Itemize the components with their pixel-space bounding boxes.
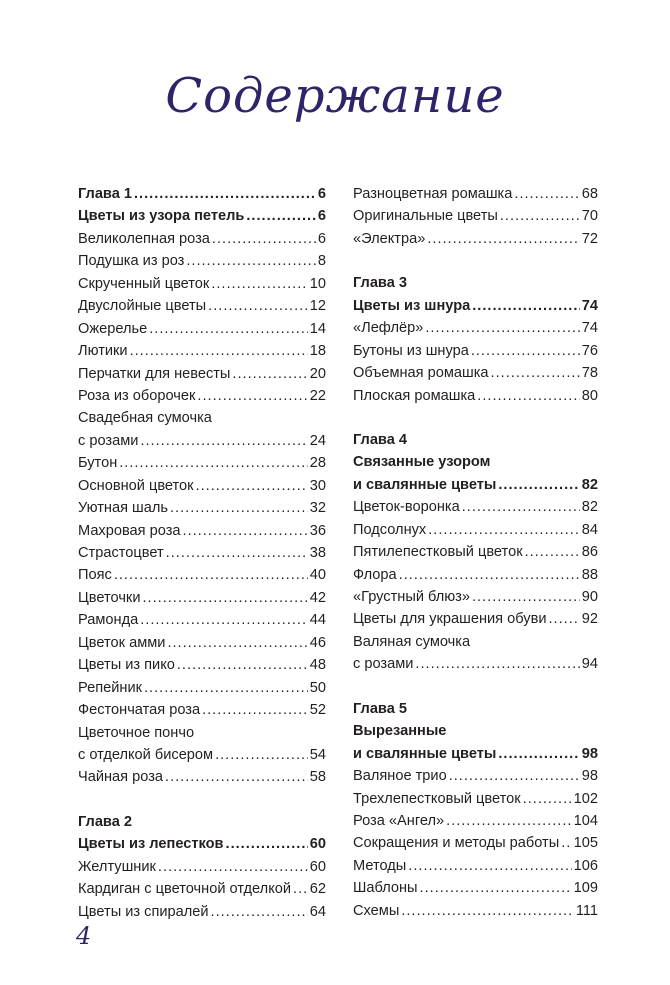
toc-entry-title: Глава 1 [78, 186, 132, 202]
toc-entry[interactable] [353, 474, 598, 496]
toc-entry-title: Цветы из пико [78, 657, 175, 674]
toc-entry-page: 6 [317, 186, 326, 202]
toc-entry-page: 14 [309, 320, 326, 337]
toc-entry-title: Уютная шаль [78, 500, 168, 517]
toc-entry-title: Цветы из спиралей [78, 903, 209, 920]
toc-right-column [353, 183, 598, 922]
toc-entry-title: Цветы из узора петель [78, 208, 245, 225]
toc-entry-title: Роза из оборочек [78, 387, 196, 404]
toc-entry-page: 28 [309, 455, 326, 472]
toc-entry-title: Фестончатая роза [78, 702, 201, 719]
toc-entry-title: Цветы из лепестков [78, 836, 224, 853]
toc-entry-page: 22 [309, 387, 326, 404]
toc-entry[interactable] [78, 497, 326, 519]
toc-entry-title: Пояс [78, 567, 112, 584]
toc-entry-page: 6 [317, 208, 326, 225]
toc-entry-title: Цветок-воронка [353, 499, 460, 516]
toc-entry-page: 105 [573, 835, 598, 852]
toc-entry[interactable] [353, 810, 598, 832]
toc-chapter-heading[interactable] [353, 429, 598, 451]
toc-entry-title: Методы [353, 857, 407, 874]
toc-entry-title: Подушка из роз [78, 253, 185, 270]
toc-entry-title: с отделкой бисером [78, 746, 214, 763]
toc-entry-page: 48 [309, 657, 326, 674]
dot-leader [130, 340, 308, 362]
toc-entry-title: с розами [78, 432, 139, 449]
toc-entry-title: Основной цветок [78, 477, 194, 494]
dot-leader [477, 385, 579, 407]
toc-entry-page: 44 [309, 612, 326, 629]
toc-entry-page: 78 [581, 365, 598, 382]
toc-entry-title: Бутоны из шнура [353, 342, 469, 359]
toc-entry[interactable] [353, 608, 598, 630]
dot-leader [246, 205, 316, 227]
dot-leader [170, 497, 308, 519]
toc-entry-page: 82 [581, 476, 598, 493]
dot-leader [425, 317, 579, 339]
dot-leader [449, 765, 580, 787]
dot-leader [472, 586, 580, 608]
toc-entry[interactable] [78, 520, 326, 542]
toc-entry[interactable] [353, 720, 598, 742]
dot-leader [514, 183, 579, 205]
toc-entry[interactable] [353, 855, 598, 877]
toc-entry-page: 58 [309, 769, 326, 786]
toc-entry-page: 82 [581, 499, 598, 516]
toc-entry-title: Трехлепестковый цветок [353, 790, 521, 807]
toc-entry[interactable] [353, 564, 598, 586]
dot-leader [211, 273, 307, 295]
toc-entry-page: 80 [581, 387, 598, 404]
toc-entry-title: «Лефлёр» [353, 320, 424, 337]
toc-entry[interactable] [78, 542, 326, 564]
toc-entry-page: 62 [309, 881, 326, 898]
toc-entry-page: 98 [581, 768, 598, 785]
toc-entry-page: 46 [309, 634, 326, 651]
dot-leader [134, 183, 316, 205]
dot-leader [144, 677, 308, 699]
dot-leader [462, 496, 580, 518]
toc-entry-page: 74 [581, 320, 598, 337]
toc-entry-page: 106 [573, 857, 598, 874]
toc-entry[interactable] [78, 632, 326, 654]
toc-entry-page: 24 [309, 432, 326, 449]
dot-leader [420, 877, 572, 899]
toc-entry-page: 36 [309, 522, 326, 539]
toc-entry-title: и свалянные цветы [353, 476, 497, 493]
toc-entry-page: 60 [309, 836, 326, 853]
toc-entry[interactable] [78, 833, 326, 855]
toc-entry-title: Скрученный цветок [78, 275, 210, 292]
dot-leader [215, 744, 308, 766]
toc-entry[interactable] [78, 878, 326, 900]
toc-entry-page: 88 [581, 566, 598, 583]
toc-spacer [353, 407, 598, 429]
dot-leader [202, 699, 308, 721]
toc-entry[interactable] [353, 385, 598, 407]
toc-spacer [353, 250, 598, 272]
toc-entry-page: 94 [581, 656, 598, 673]
toc-entry-page: 50 [309, 679, 326, 696]
toc-entry-page: 8 [317, 253, 326, 270]
toc-entry-title: Вырезанные [353, 723, 447, 740]
toc-entry-title: Оригинальные цветы [353, 208, 498, 225]
dot-leader [446, 810, 572, 832]
toc-entry[interactable] [78, 183, 326, 205]
toc-entry[interactable] [78, 766, 326, 788]
toc-entry[interactable] [78, 744, 326, 766]
toc-entry-page: 68 [581, 186, 598, 202]
page-title: Содержание [165, 68, 505, 124]
toc-entry[interactable] [353, 541, 598, 563]
toc-entry-page: 32 [309, 500, 326, 517]
dot-leader [408, 855, 571, 877]
toc-entry-page: 76 [581, 342, 598, 359]
toc-chapter-heading[interactable] [353, 698, 598, 720]
toc-entry[interactable] [78, 699, 326, 721]
toc-entry-title: Валяное трио [353, 768, 447, 785]
toc-entry-page: 6 [317, 230, 326, 247]
toc-entry-page: 10 [309, 275, 326, 292]
toc-entry-title: Великолепная роза [78, 230, 210, 247]
toc-entry[interactable] [353, 519, 598, 541]
dot-leader [196, 475, 308, 497]
toc-entry[interactable] [78, 228, 326, 250]
dot-leader [561, 832, 571, 854]
toc-entry[interactable] [78, 587, 326, 609]
toc-entry-page: 64 [309, 903, 326, 920]
dot-leader [119, 452, 308, 474]
toc-entry[interactable] [353, 340, 598, 362]
dot-leader [523, 788, 572, 810]
toc-entry-title: Сокращения и методы работы [353, 835, 560, 852]
dot-leader [211, 901, 308, 923]
dot-leader [142, 587, 307, 609]
toc-entry-title: Рамонда [78, 612, 139, 629]
dot-leader [165, 766, 308, 788]
toc-entry[interactable] [353, 900, 598, 922]
page-number: 4 [76, 922, 92, 950]
toc-entry[interactable] [78, 430, 326, 452]
toc-entry[interactable] [78, 722, 326, 744]
toc-entry-title: Свадебная сумочка [78, 410, 212, 427]
dot-leader [498, 474, 579, 496]
toc-entry[interactable] [78, 677, 326, 699]
toc-entry-title: Разноцветная ромашка [353, 186, 513, 202]
toc-entry-title: Репейник [78, 679, 142, 696]
toc-entry[interactable] [353, 362, 598, 384]
toc-entry[interactable] [353, 183, 598, 205]
toc-entry[interactable] [78, 609, 326, 631]
dot-leader [500, 205, 580, 227]
toc-entry-title: Кардиган с цветочной отделкой [78, 881, 292, 898]
toc-entry[interactable] [78, 273, 326, 295]
toc-entry-page: 84 [581, 521, 598, 538]
dot-leader [293, 878, 308, 900]
toc-entry[interactable] [78, 654, 326, 676]
toc-entry[interactable] [353, 496, 598, 518]
toc-entry[interactable] [353, 317, 598, 339]
dot-leader [428, 519, 580, 541]
toc-spacer [353, 676, 598, 698]
dot-leader [471, 340, 580, 362]
toc-entry-page: 92 [581, 611, 598, 628]
toc-entry[interactable] [353, 586, 598, 608]
dot-leader [114, 564, 308, 586]
toc-entry[interactable] [353, 832, 598, 854]
toc-entry-page: 72 [581, 230, 598, 247]
dot-leader [197, 385, 307, 407]
dot-leader [177, 654, 308, 676]
toc-entry[interactable] [353, 205, 598, 227]
dot-leader [399, 564, 580, 586]
toc-entry-page: 111 [575, 902, 598, 919]
toc-entry-title: Желтушник [78, 858, 156, 875]
dot-leader [140, 609, 308, 631]
dot-leader [525, 541, 580, 563]
toc-entry[interactable] [353, 653, 598, 675]
dot-leader [226, 833, 308, 855]
toc-entry-page: 20 [309, 365, 326, 382]
toc-entry[interactable] [353, 788, 598, 810]
toc-entry-title: Цветы из шнура [353, 297, 471, 314]
dot-leader [232, 363, 307, 385]
toc-entry-title: Лютики [78, 343, 128, 360]
dot-leader [427, 228, 579, 250]
dot-leader [149, 318, 308, 340]
toc-entry[interactable] [78, 205, 326, 227]
dot-leader [472, 295, 580, 317]
toc-entry[interactable] [353, 631, 598, 653]
toc-entry-title: «Грустный блюз» [353, 589, 470, 605]
toc-entry[interactable] [78, 363, 326, 385]
toc-entry[interactable] [353, 451, 598, 473]
toc-entry[interactable] [78, 475, 326, 497]
toc-entry-page: 30 [309, 477, 326, 494]
toc-entry-title: Пятилепестковый цветок [353, 544, 523, 561]
toc-entry-page: 70 [581, 208, 598, 225]
toc-entry-title: Перчатки для невесты [78, 365, 231, 382]
toc-entry-page: 60 [309, 858, 326, 875]
toc-entry[interactable] [78, 564, 326, 586]
toc-entry-title: Цветочки [78, 589, 141, 606]
toc-entry[interactable] [78, 340, 326, 362]
toc-entry-title: Подсолнух [353, 521, 427, 538]
toc-entry-page: 90 [581, 589, 598, 605]
toc-entry-title: с розами [353, 656, 414, 673]
toc-chapter-heading[interactable] [78, 811, 326, 833]
dot-leader [167, 632, 307, 654]
toc-entry-page: 86 [581, 544, 598, 561]
toc-entry-title: Шаблоны [353, 880, 418, 897]
toc-entry[interactable] [78, 407, 326, 429]
toc-entry-title: Объемная ромашка [353, 365, 489, 382]
toc-entry[interactable] [78, 250, 326, 272]
toc-entry-title: Плоская ромашка [353, 387, 476, 404]
toc-entry[interactable] [78, 385, 326, 407]
dot-leader [212, 228, 316, 250]
toc-entry-title: Валяная сумочка [353, 633, 471, 650]
toc-entry-page: 109 [573, 880, 598, 897]
toc-entry[interactable] [78, 901, 326, 923]
toc-spacer [78, 789, 326, 811]
toc-entry-page: 40 [309, 567, 326, 584]
dot-leader [186, 250, 316, 272]
dot-leader [549, 608, 580, 630]
dot-leader [491, 362, 580, 384]
toc-entry-page: 18 [309, 343, 326, 360]
toc-entry-title: Страстоцвет [78, 545, 164, 561]
toc-entry-title: Флора [353, 566, 397, 583]
toc-entry-title: «Электра» [353, 230, 426, 247]
toc-entry-page: 54 [309, 746, 326, 763]
dot-leader [166, 542, 308, 564]
toc-entry[interactable] [353, 743, 598, 765]
toc-entry-title: и свалянные цветы [353, 745, 497, 762]
toc-entry-page: 38 [309, 545, 326, 561]
toc-entry-title: Двуслойные цветы [78, 298, 207, 315]
toc-entry-title: Бутон [78, 455, 118, 472]
dot-leader [415, 653, 579, 675]
toc-entry-title: Схемы [353, 902, 400, 919]
dot-leader [208, 295, 308, 317]
toc-entry-title: Цветы для украшения обуви [353, 611, 547, 628]
toc-entry-title: Чайная роза [78, 769, 164, 786]
toc-entry-page: 42 [309, 589, 326, 606]
toc-entry-page: 98 [581, 745, 598, 762]
toc-entry[interactable] [353, 295, 598, 317]
toc-entry-title: Глава 5 [353, 700, 407, 717]
toc-entry-title: Ожерелье [78, 320, 148, 337]
dot-leader [140, 430, 307, 452]
toc-entry-page: 102 [573, 790, 598, 807]
toc-entry-title: Глава 3 [353, 275, 407, 292]
toc-entry-page: 74 [581, 297, 598, 314]
dot-leader [498, 743, 579, 765]
toc-entry-page: 52 [309, 702, 326, 719]
toc-entry-title: Глава 2 [78, 813, 132, 830]
toc-entry[interactable] [78, 856, 326, 878]
toc-entry[interactable] [353, 228, 598, 250]
dot-leader [158, 856, 308, 878]
toc-entry-page: 12 [309, 298, 326, 315]
toc-entry-title: Роза «Ангел» [353, 812, 445, 829]
dot-leader [183, 520, 308, 542]
toc-entry-page: 104 [573, 812, 598, 829]
toc-entry[interactable] [353, 877, 598, 899]
toc-entry-title: Глава 4 [353, 431, 407, 448]
toc-left-column [78, 183, 326, 923]
toc-entry[interactable] [353, 765, 598, 787]
toc-entry[interactable] [78, 318, 326, 340]
toc-entry-title: Связанные узором [353, 454, 491, 471]
toc-entry[interactable] [78, 295, 326, 317]
toc-entry[interactable] [78, 452, 326, 474]
toc-entry-title: Цветочное пончо [78, 724, 195, 741]
toc-entry-title: Махровая роза [78, 522, 181, 539]
toc-chapter-heading[interactable] [353, 272, 598, 294]
toc-entry-title: Цветок амми [78, 634, 166, 651]
dot-leader [401, 900, 574, 922]
